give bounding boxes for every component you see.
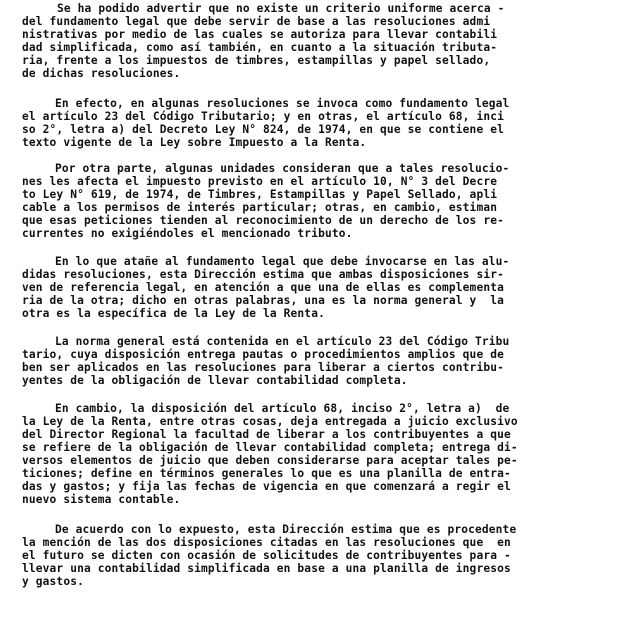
text-line: En lo que atañe al fundamento legal que debe invocarse en las alu- bbox=[55, 255, 510, 268]
text-line: De acuerdo con lo expuesto, esta Dirección estima que es procedente bbox=[55, 523, 517, 536]
text-line: la Ley de la Renta, entre otras cosas, deja entregada a juicio exclusivo bbox=[22, 415, 518, 428]
text-line: En efecto, en algunas resoluciones se invoca como fundamento legal bbox=[55, 97, 510, 110]
text-line: y gastos. bbox=[22, 575, 84, 588]
text-line: La norma general está contenida en el artículo 23 del Código Tribu bbox=[55, 335, 510, 348]
text-line: llevar una contabilidad simplificada en base a una planilla de ingresos bbox=[22, 562, 511, 575]
text-line: ticiones; define en términos generales lo que es una planilla de entra- bbox=[22, 467, 511, 480]
text-line: versos elementos de juicio que deben considerarse para aceptar tales pe- bbox=[22, 454, 518, 467]
text-line: ben ser aplicados en las resoluciones para liberar a ciertos contribu- bbox=[22, 361, 504, 374]
text-line: nuevo sistema contable. bbox=[22, 493, 181, 506]
text-line: nistrativas por medio de las cuales se autoriza para llevar contabili bbox=[22, 28, 498, 41]
text-line: la mención de las dos disposiciones citadas en las resoluciones que en bbox=[22, 536, 511, 549]
text-line: Por otra parte, algunas unidades consideran que a tales resolucio- bbox=[55, 162, 510, 175]
text-line: das y gastos; y fija las fechas de vigencia en que comenzará a regir el bbox=[22, 480, 511, 493]
text-line: el futuro se dicten con ocasión de solicitudes de contribuyentes para - bbox=[22, 549, 511, 562]
text-line: del fundamento legal que debe servir de base a las resoluciones admi bbox=[22, 15, 491, 28]
text-line: texto vigente de la Ley sobre Impuesto a la Renta. bbox=[22, 136, 367, 149]
text-line: Se ha podido advertir que no existe un criterio uniforme acerca - bbox=[57, 2, 505, 15]
text-line: En cambio, la disposición del artículo 68, inciso 2°, letra a) de bbox=[55, 402, 510, 415]
text-line: ria de la otra; dicho en otras palabras, una es la norma general y la bbox=[22, 294, 504, 307]
text-line: ven de referencia legal, en atención a que una de ellas es complementa bbox=[22, 281, 504, 294]
text-line: que esas peticiones tienden al reconocimiento de un derecho de los re- bbox=[22, 214, 504, 227]
text-line: so 2°, letra a) del Decreto Ley N° 824, de 1974, en que se contiene el bbox=[22, 123, 504, 136]
text-line: currentes no exigiéndoles el mencionado tributo. bbox=[22, 227, 353, 240]
text-line: del Director Regional la facultad de liberar a los contribuyentes a que bbox=[22, 428, 511, 441]
text-line: dad simplificada, como así también, en cuanto a la situación tributa- bbox=[22, 41, 498, 54]
text-line: cable a los permisos de interés particular; otras, en cambio, estiman bbox=[22, 201, 498, 214]
text-line: didas resoluciones, esta Dirección estima que ambas disposiciones sir- bbox=[22, 268, 504, 281]
text-line: to Ley N° 619, de 1974, de Timbres, Estampillas y Papel Sellado, apli bbox=[22, 188, 498, 201]
text-line: ria, frente a los impuestos de timbres, estampillas y papel sellado, bbox=[22, 54, 491, 67]
text-line: nes les afecta el impuesto previsto en el artículo 10, N° 3 del Decre bbox=[22, 175, 498, 188]
text-line: de dichas resoluciones. bbox=[22, 67, 181, 80]
text-line: yentes de la obligación de llevar contabilidad completa. bbox=[22, 374, 408, 387]
text-line: tario, cuya disposición entrega pautas o procedimientos amplios que de bbox=[22, 348, 504, 361]
text-line: se refiere de la obligación de llevar contabilidad completa; entrega di- bbox=[22, 441, 518, 454]
text-line: otra es la específica de la Ley de la Renta. bbox=[22, 307, 325, 320]
text-line: el artículo 23 del Código Tributario; y en otras, el artículo 68, inci bbox=[22, 110, 504, 123]
